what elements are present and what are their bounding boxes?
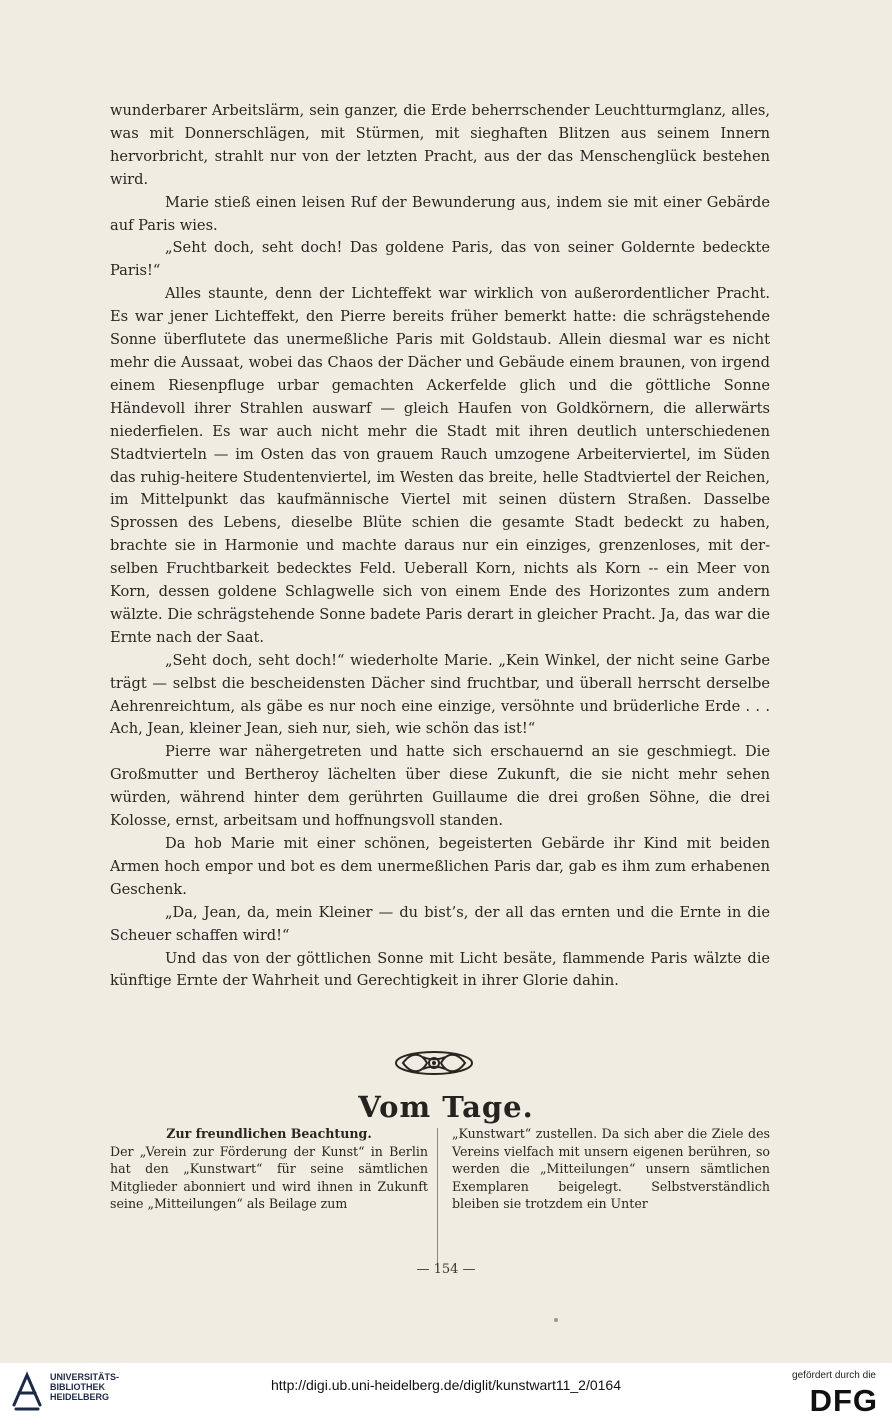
paragraph: wunderbarer Arbeitslärm, sein ganzer, die Erde beherrschender Leuchtturmglanz, alles, was mit Donnerschlägen, mit Stürmen, mit sieghaften Blitzen aus seinem Innern hervorbricht, strahlt nur von der letzten Pracht, aus der das Menschenglück bestehen wird. [110, 102, 770, 188]
funded-by-label: gefördert durch die [792, 1370, 876, 1381]
dfg-logo: DFG [809, 1383, 878, 1418]
column-text: Der „Verein zur Förderung der Kunst“ in Berlin hat den „Kunstwart“ für seine sämtlichen Mitglieder abonniert und wird ihnen in Zukunft seine „Mitteilungen“ als Beilage zum [110, 1143, 428, 1212]
body-text [110, 100, 770, 993]
column-left [110, 1125, 428, 1213]
page-number: — 154 — [416, 1262, 476, 1277]
paragraph: Pierre war nähergetreten und hatte sich erschauernd an sie geschmiegt. Die Großmutter und Bertheroy lächelten über diese Zukunft, die sie nicht mehr sehen würden, während hinter dem gerührten Guillaume die drei großen Söhne, die drei Kolosse, ernst, arbeitsam und hoffnungsvoll standen. [110, 743, 770, 830]
section-title: Vom Tage. [358, 1090, 534, 1124]
paragraph: Und das von der göttlichen Sonne mit Licht besäte, flammende Paris wälzte die künftige Ernte der Wahrheit und Gerechtigkeit in ihrer Glorie dahin. [110, 949, 770, 990]
floral-ornament-icon [393, 1048, 475, 1078]
library-name: UNIVERSITÄTS- BIBLIOTHEK HEIDELBERG [50, 1372, 120, 1402]
article-subheading: Zur freundlichen Beachtung. [166, 1126, 372, 1141]
paragraph: Da hob Marie mit einer schönen, begeisterten Gebärde ihr Kind mit beiden Armen hoch empor und bot es dem unermeßlichen Paris dar, gab es ihm zum erhabenen Geschenk. [110, 835, 770, 898]
paper-spot [554, 1318, 558, 1322]
paragraph: Marie stieß einen leisen Ruf der Bewunderung aus, indem sie mit einer Gebärde auf Paris wies. [110, 193, 770, 234]
paragraph: „Seht doch, seht doch! Das goldene Paris, das von seiner Goldernte bedeckte Paris!“ [110, 239, 770, 280]
source-url-link[interactable]: http://digi.ub.uni-heidelberg.de/diglit/kunstwart11_2/0164 [271, 1377, 621, 1393]
column-right [452, 1125, 770, 1213]
column-divider [437, 1128, 438, 1268]
column-text: „Kunstwart“ zustellen. Da sich aber die Ziele des Vereins vielfach mit unsern eigenen berühren, so werden die „Mitteilungen“ unsern sämtlichen Exemplaren beigelegt. Selbstverständlich bleiben sie trotzdem ein Unter [452, 1126, 770, 1212]
paragraph: „Seht doch, seht doch!“ wiederholte Marie. „Kein Winkel, der nicht seine Garbe trägt — selbst die bescheidensten Dächer sind fruchtbar, und überall herrscht derselbe Aehrenreichtum, als gäbe es nur noch eine einzige, versöhnte und brüderliche Erde . . . Ach, Jean, kleiner Jean, sieh nur, sieh, wie schön das ist!“ [110, 651, 770, 738]
footer-bar [0, 1363, 892, 1427]
paragraph: „Da, Jean, da, mein Kleiner — du bist’s, der all das ernten und die Ernte in die Scheuer schaffen wird!“ [110, 903, 770, 944]
paragraph: Alles staunte, denn der Lichteffekt war wirklich von außerordentlicher Pracht. Es war jener Lichteffekt, den Pierre bereits früher bemerkt hatte: die schrägstehende Sonne überflutete das unermeßliche Paris mit Goldstaub. Allein diesmal war es nicht mehr die Aussaat, wobei das Chaos der Dächer und Gebäude einem braunen, von irgend einem Riesenpfluge urbar gemachten Ackerfelde glich und die göttliche Sonne Händevoll ihrer Strahlen auswarf — gleich Haufen von Goldkörnern, die allerwärts niederfielen. Es war auch nicht mehr die Stadt mit ihren deutlich unterschiedenen Stadtvierteln — im Osten das von grauem Rauch umzogene Arbeiterviertel, im Süden das ruhig-heitere Studentenviertel, im Westen das breite, helle Stadtviertel der Reichen, im Mittelpunkt das kaufmännische Viertel mit seinen düstern Straßen. Dasselbe Sprossen des Lebens, dieselbe Blüte schien die gesamte Stadt bedeckt zu haben, brachte sie in Harmonie und machte daraus nur ein einziges, grenzenloses, mit derselben Fruchtbarkeit bedecktes Feld. Ueberall Korn, nichts als Korn -- ein Meer von Korn, dessen goldene Schlagwelle sich von einem Ende des Horizontes zum andern wälzte. Die schrägstehende Sonne badete Paris derart in gleicher Pracht. Ja, das war die Ernte nach der Saat. [110, 285, 770, 646]
